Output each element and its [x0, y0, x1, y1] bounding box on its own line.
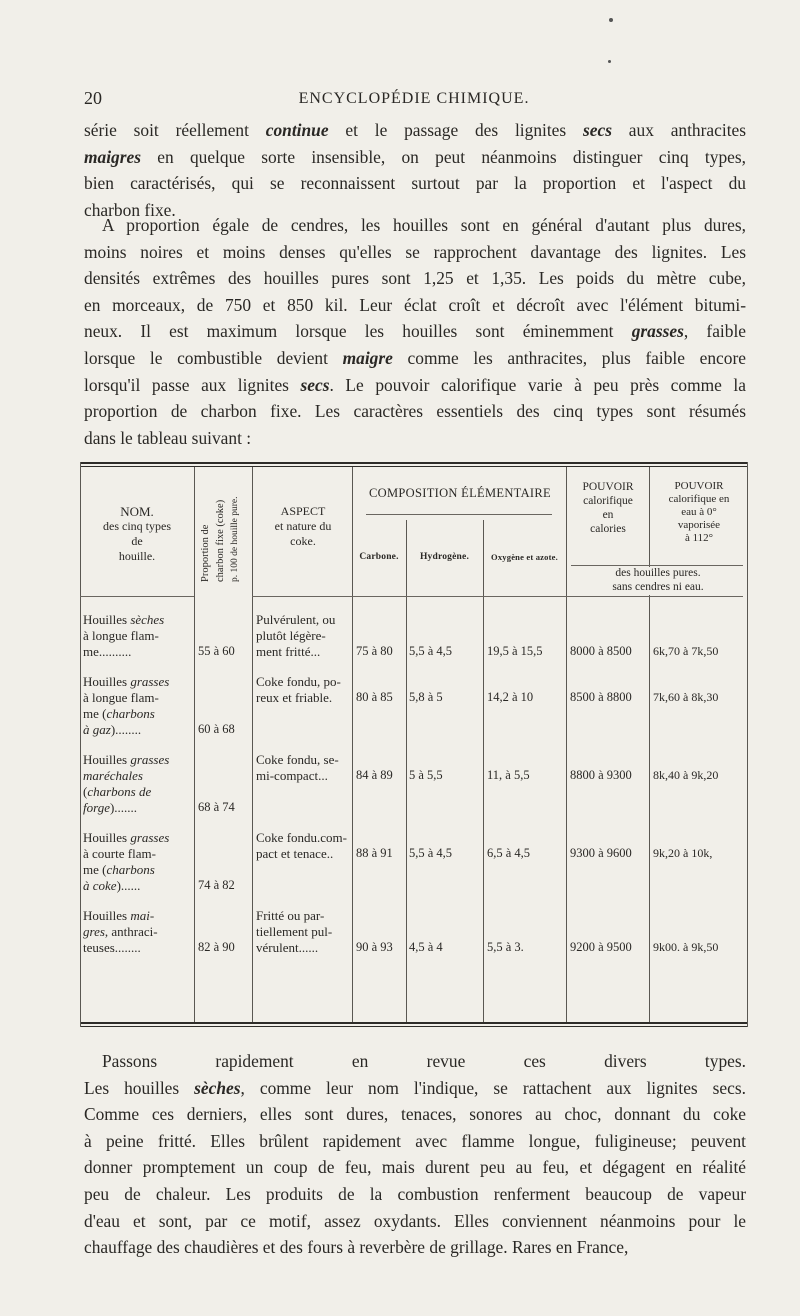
- carbone-value: 88 à 91: [356, 846, 393, 860]
- text-segment: Houilles: [83, 830, 131, 845]
- col-divider: [252, 467, 253, 1022]
- name-line: [83, 800, 193, 816]
- col-divider: [649, 467, 650, 567]
- text-segment: , faible: [683, 321, 746, 342]
- vaporized-water-value: 8k,40 à 9k,20: [653, 768, 719, 782]
- header-name: [82, 504, 192, 564]
- table-left-border: [80, 462, 81, 1027]
- name-line: [83, 690, 193, 706]
- calories-value: 9200 à 9500: [570, 940, 632, 954]
- text-segment: ).......: [109, 800, 138, 815]
- table-bottom-rule-inner: [80, 1026, 748, 1027]
- name-line: [83, 674, 193, 690]
- text-line: [84, 1075, 746, 1102]
- aspect-description: [256, 908, 352, 956]
- name-line: [83, 752, 193, 768]
- text-segment: Passons rapidement en revue ces divers types.: [102, 1051, 746, 1071]
- table-top-rule: [80, 462, 748, 464]
- coal-type-name: [83, 612, 193, 660]
- carbone-value: 75 à 80: [356, 644, 393, 658]
- page-header: [84, 88, 744, 110]
- header-line: calories: [590, 523, 626, 535]
- col-divider: [194, 467, 195, 1022]
- name-line: [83, 940, 193, 956]
- name-line: [83, 768, 193, 784]
- text-line: [84, 1234, 746, 1261]
- text-segment: Comme ces derniers, elles sont dures, tenaces, sonores au choc, donnant du coke: [84, 1104, 746, 1125]
- aspect-line: plutôt légère-: [256, 628, 326, 643]
- text-segment: me (: [83, 862, 107, 877]
- calories-value: 9300 à 9600: [570, 846, 632, 860]
- vaporized-water-value: 9k,20 à 10k,: [653, 846, 713, 860]
- text-segment: moins noires et moins denses qu'elles se rapprochent davantage des lignites. Les: [84, 241, 746, 262]
- name-line: [83, 628, 193, 644]
- emphasis-text: maigres: [84, 146, 142, 167]
- composition-brace: [366, 514, 552, 515]
- text-segment: en morceaux, de 750 et 850 kil. Leur éclat croît et décroît avec l'élément bitumi-: [84, 294, 746, 315]
- emphasis-text: maigre: [342, 347, 393, 368]
- page-number: 20: [84, 88, 102, 108]
- text-segment: à peine fritté. Elles brûlent rapidement avec flamme longue, fuligineuse; peuvent: [84, 1130, 746, 1151]
- header-proportion: [196, 472, 250, 582]
- aspect-line: Coke fondu, po-: [256, 674, 341, 689]
- text-line: [84, 425, 746, 452]
- paragraph-densities: [84, 212, 746, 451]
- text-line: [84, 1208, 746, 1235]
- text-segment: et le passage des lignites: [328, 120, 583, 140]
- header-line: charbon fixe (coke): [215, 499, 226, 582]
- coal-type-name: [83, 908, 193, 956]
- emphasis-text: sèches: [130, 612, 165, 627]
- table-right-border: [747, 462, 748, 1027]
- emphasis-text: charbons: [106, 706, 155, 721]
- text-segment: dans le tableau suivant :: [84, 427, 252, 448]
- text-segment: , comme leur nom l'indique, se rattachent aux lignites secs.: [240, 1077, 746, 1098]
- text-line: [84, 212, 746, 239]
- coal-type-name: [83, 752, 193, 816]
- header-line: coke.: [290, 534, 316, 548]
- running-title: ENCYCLOPÉDIE CHIMIQUE.: [298, 90, 530, 107]
- name-line: [83, 784, 193, 800]
- paragraph-review: [84, 1048, 746, 1261]
- aspect-description: [256, 752, 352, 784]
- emphasis-text: grasses: [130, 674, 170, 689]
- text-segment: série soit réellement: [84, 120, 266, 140]
- text-segment: charbon fixe.: [84, 199, 176, 220]
- text-segment: me (: [83, 706, 107, 721]
- col-divider: [566, 467, 567, 1022]
- hydrogene-value: 4,5 à 4: [409, 940, 443, 954]
- emphasis-text: maréchales: [83, 768, 143, 783]
- aspect-line: mi-compact...: [256, 768, 328, 783]
- fixed-carbon-proportion: 60 à 68: [198, 722, 235, 736]
- name-line: [83, 644, 193, 660]
- aspect-line: Coke fondu, se-: [256, 752, 339, 767]
- header-line: houille.: [118, 549, 156, 563]
- text-segment: Houilles: [83, 908, 131, 923]
- header-line: calorifique: [583, 495, 633, 507]
- emphasis-text: grasses: [130, 752, 170, 767]
- name-line: [83, 830, 193, 846]
- margin-speck: [608, 60, 611, 63]
- margin-speck: [609, 18, 613, 22]
- name-line: [83, 722, 193, 738]
- text-line: [84, 239, 746, 266]
- emphasis-text: à coke: [83, 878, 117, 893]
- text-line: [84, 1154, 746, 1181]
- oxygene-value: 6,5 à 4,5: [487, 846, 531, 860]
- coal-types-table: [80, 462, 748, 1027]
- header-line: et nature du: [274, 519, 332, 533]
- text-segment: teuses........: [83, 940, 141, 955]
- aspect-line: reux et friable.: [256, 690, 333, 705]
- calories-value: 8800 à 9300: [570, 768, 632, 782]
- text-line: [84, 398, 746, 425]
- fixed-carbon-proportion: 55 à 60: [198, 644, 235, 658]
- vaporized-water-value: 6k,70 à 7k,50: [653, 644, 719, 658]
- header-line: en: [602, 509, 614, 521]
- text-segment: (: [83, 784, 88, 799]
- header-composition: COMPOSITION ÉLÉMENTAIRE: [369, 486, 551, 500]
- aspect-description: [256, 612, 352, 660]
- aspect-line: ment fritté...: [256, 644, 321, 659]
- oxygene-value: 19,5 à 15,5: [487, 644, 543, 658]
- table-bottom-rule: [80, 1022, 748, 1024]
- name-line: [83, 862, 193, 878]
- fixed-carbon-proportion: 82 à 90: [198, 940, 235, 954]
- header-line: ASPECT: [280, 504, 326, 518]
- emphasis-text: grasses: [130, 830, 170, 845]
- fixed-carbon-proportion: 68 à 74: [198, 800, 235, 814]
- emphasis-text: sèches: [194, 1077, 241, 1098]
- text-line: [84, 1048, 746, 1075]
- text-segment: Les houilles: [84, 1077, 195, 1098]
- emphasis-text: charbons de: [87, 784, 152, 799]
- text-segment: )........: [110, 722, 142, 737]
- text-line: [84, 144, 746, 171]
- header-line: p. 100 de houille pure.: [230, 496, 240, 582]
- aspect-line: Coke fondu.com-: [256, 830, 347, 845]
- carbone-value: 80 à 85: [356, 690, 393, 704]
- carbone-value: 90 à 93: [356, 940, 393, 954]
- text-segment: lorsqu'il passe aux lignites: [84, 374, 301, 395]
- header-line: des cinq types: [103, 519, 171, 533]
- text-segment: à courte flam-: [83, 846, 156, 861]
- vaporized-water-value: 9k00. à 9k,50: [653, 940, 719, 954]
- text-segment: Houilles: [83, 674, 131, 689]
- text-segment: Houilles: [83, 752, 131, 767]
- calories-value: 8500 à 8800: [570, 690, 632, 704]
- text-segment: peu de chaleur. Les produits de la combustion renferment beaucoup de vapeur: [84, 1183, 746, 1204]
- aspect-line: Pulvérulent, ou: [256, 612, 336, 627]
- header-aspect: [254, 504, 352, 549]
- text-segment: à longue flam-: [83, 628, 159, 643]
- text-line: [84, 345, 746, 372]
- paragraph-intro: [84, 117, 746, 223]
- aspect-line: Fritté ou par-: [256, 908, 325, 923]
- text-segment: )......: [116, 878, 141, 893]
- name-line: [83, 924, 193, 940]
- header-line: POUVOIR: [674, 480, 724, 492]
- oxygene-value: 5,5 à 3.: [487, 940, 524, 954]
- header-line: des houilles pures.: [615, 567, 701, 579]
- header-pure-note: [570, 566, 746, 594]
- name-line: [83, 706, 193, 722]
- text-segment: en quelque sorte insensible, on peut néanmoins distinguer cinq types,: [141, 146, 746, 167]
- header-hydrogene: Hydrogène.: [419, 552, 470, 562]
- text-segment: Houilles: [83, 612, 131, 627]
- fixed-carbon-proportion: 74 à 82: [198, 878, 235, 892]
- emphasis-text: gres: [83, 924, 105, 939]
- hydrogene-value: 5 à 5,5: [409, 768, 443, 782]
- col-divider: [649, 595, 650, 1022]
- col-divider: [352, 467, 353, 1022]
- aspect-line: vérulent......: [256, 940, 319, 955]
- text-line: [84, 1181, 746, 1208]
- emphasis-text: continue: [265, 120, 329, 140]
- text-segment: . Le pouvoir calorifique varie à peu près comme la: [329, 374, 746, 395]
- text-line: [84, 265, 746, 292]
- aspect-line: pact et tenace..: [256, 846, 334, 861]
- oxygene-value: 14,2 à 10: [487, 690, 534, 704]
- text-segment: chauffage des chaudières et des fours à reverbère de grillage. Rares en France,: [84, 1237, 629, 1258]
- oxygene-value: 11, à 5,5: [487, 768, 530, 782]
- text-segment: me..........: [83, 644, 132, 659]
- text-segment: bien caractérisés, qui se reconnaissent surtout par la proportion et l'aspect du: [84, 173, 746, 194]
- aspect-line: tiellement pul-: [256, 924, 333, 939]
- text-segment: d'eau et sont, par ce motif, assez oxydants. Elles conviennent néanmoins pour le: [84, 1210, 746, 1231]
- text-segment: densités extrêmes des houilles pures sont 1,25 et 1,35. Les poids du mètre cube,: [84, 268, 746, 289]
- emphasis-text: mai-: [130, 908, 155, 923]
- text-segment: à longue flam-: [83, 690, 159, 705]
- header-line: Proportion de: [200, 524, 211, 582]
- text-segment: A proportion égale de cendres, les houilles sont en général d'autant plus dures,: [102, 215, 746, 235]
- name-line: [83, 878, 193, 894]
- aspect-description: [256, 830, 352, 862]
- text-segment: comme les anthracites, plus faible encore: [392, 347, 746, 368]
- text-segment: , anthraci-: [104, 924, 158, 939]
- text-line: [84, 318, 746, 345]
- name-line: [83, 908, 193, 924]
- aspect-description: [256, 674, 352, 706]
- text-line: [84, 372, 746, 399]
- text-segment: donner promptement un coup de feu, mais durent peu au feu, et dégagent en réalité: [84, 1157, 746, 1178]
- name-line: [83, 846, 193, 862]
- emphasis-text: grasses: [631, 321, 684, 342]
- text-line: [84, 1128, 746, 1155]
- header-oxygene: Oxygène et azote.: [491, 552, 558, 562]
- header-line: vaporisée: [677, 519, 721, 531]
- coal-type-name: [83, 830, 193, 894]
- text-line: [84, 170, 746, 197]
- header-line: à 112°: [684, 532, 714, 544]
- header-line: de: [131, 534, 143, 548]
- header-line: calorifique en: [668, 493, 730, 505]
- emphasis-text: secs: [300, 374, 330, 395]
- header-line: eau à 0°: [681, 506, 717, 518]
- emphasis-text: à gaz: [83, 722, 111, 737]
- text-line: [84, 117, 746, 144]
- header-carbone: Carbone.: [359, 552, 399, 562]
- text-segment: lorsque le combustible devient: [84, 347, 343, 368]
- hydrogene-value: 5,5 à 4,5: [409, 846, 453, 860]
- header-rule: [80, 596, 194, 597]
- emphasis-text: secs: [582, 120, 612, 140]
- name-line: [83, 612, 193, 628]
- emphasis-text: charbons: [106, 862, 155, 877]
- carbone-value: 84 à 89: [356, 768, 393, 782]
- header-pouvoir-calories: [568, 480, 648, 536]
- text-line: [84, 1101, 746, 1128]
- hydrogene-value: 5,8 à 5: [409, 690, 443, 704]
- coal-type-name: [83, 674, 193, 738]
- table-top-rule-inner: [80, 466, 748, 467]
- header-line: sans cendres ni eau.: [612, 581, 704, 593]
- hydrogene-value: 5,5 à 4,5: [409, 644, 453, 658]
- emphasis-text: forge: [83, 800, 110, 815]
- calories-value: 8000 à 8500: [570, 644, 632, 658]
- text-line: [84, 292, 746, 319]
- vaporized-water-value: 7k,60 à 8k,30: [653, 690, 719, 704]
- header-line: POUVOIR: [582, 481, 634, 493]
- text-segment: neux. Il est maximum lorsque les houilles sont éminemment: [84, 321, 632, 342]
- header-line: NOM.: [120, 504, 154, 519]
- text-segment: aux anthracites: [611, 120, 746, 140]
- header-pouvoir-eau: [651, 480, 747, 545]
- text-segment: proportion de charbon fixe. Les caractères essentiels des cinq types sont résumés: [84, 401, 746, 422]
- header-rule: [571, 596, 743, 597]
